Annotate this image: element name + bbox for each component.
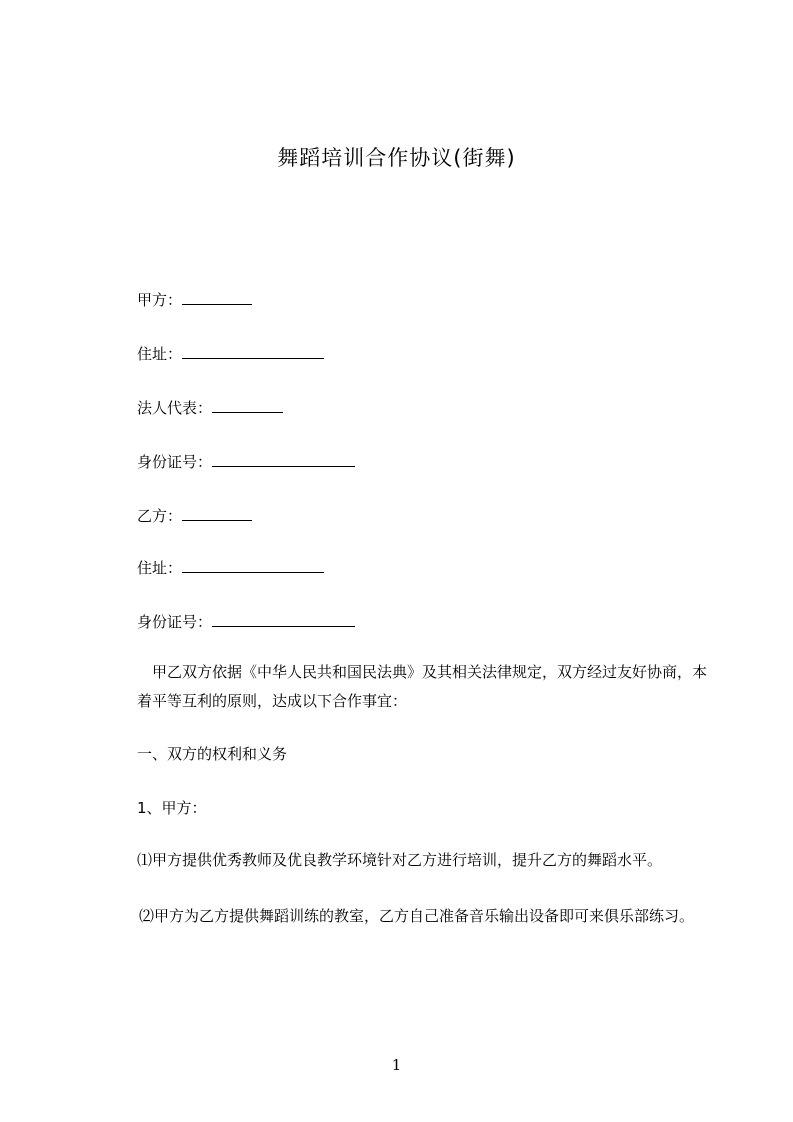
fill-in-blank <box>212 453 355 467</box>
field-label: 住址： <box>137 345 183 363</box>
fill-in-blank <box>182 559 324 573</box>
clause-item-1: ⑴甲方提供优秀教师及优良教学环境针对乙方进行培训，提升乙方的舞蹈水平。 <box>137 851 663 869</box>
fill-in-blank <box>182 345 324 359</box>
field-label: 住址： <box>137 559 183 577</box>
field-party-b-id-number <box>137 612 355 632</box>
field-label: 身份证号： <box>137 613 213 631</box>
field-label: 乙方： <box>137 507 183 525</box>
field-label: 甲方： <box>137 291 183 309</box>
field-party-b <box>137 506 252 526</box>
fill-in-blank <box>182 291 252 305</box>
intro-paragraph: 甲乙双方依据《中华人民共和国民法典》及其相关法律规定，双方经过友好协商，本着平等互利的原则，达成以下合作事宜： <box>137 663 708 710</box>
fill-in-blank <box>212 613 355 627</box>
field-party-a <box>137 290 252 310</box>
clause-item-2: ⑵甲方为乙方提供舞蹈训练的教室，乙方自己准备音乐输出设备即可来俱乐部练习。 <box>139 907 695 925</box>
field-label: 法人代表： <box>137 399 213 417</box>
field-legal-representative <box>137 398 283 418</box>
field-label: 身份证号： <box>137 453 213 471</box>
field-party-a-address <box>137 344 324 364</box>
section-heading: 一、双方的权利和义务 <box>137 745 288 763</box>
field-party-b-address <box>137 558 324 578</box>
fill-in-blank <box>212 399 283 413</box>
fill-in-blank <box>182 507 252 521</box>
subsection-heading: 1、甲方： <box>137 799 207 817</box>
page-number: 1 <box>391 1056 402 1074</box>
field-party-a-id-number <box>137 452 355 472</box>
document-title: 舞蹈培训合作协议(街舞) <box>277 146 516 170</box>
